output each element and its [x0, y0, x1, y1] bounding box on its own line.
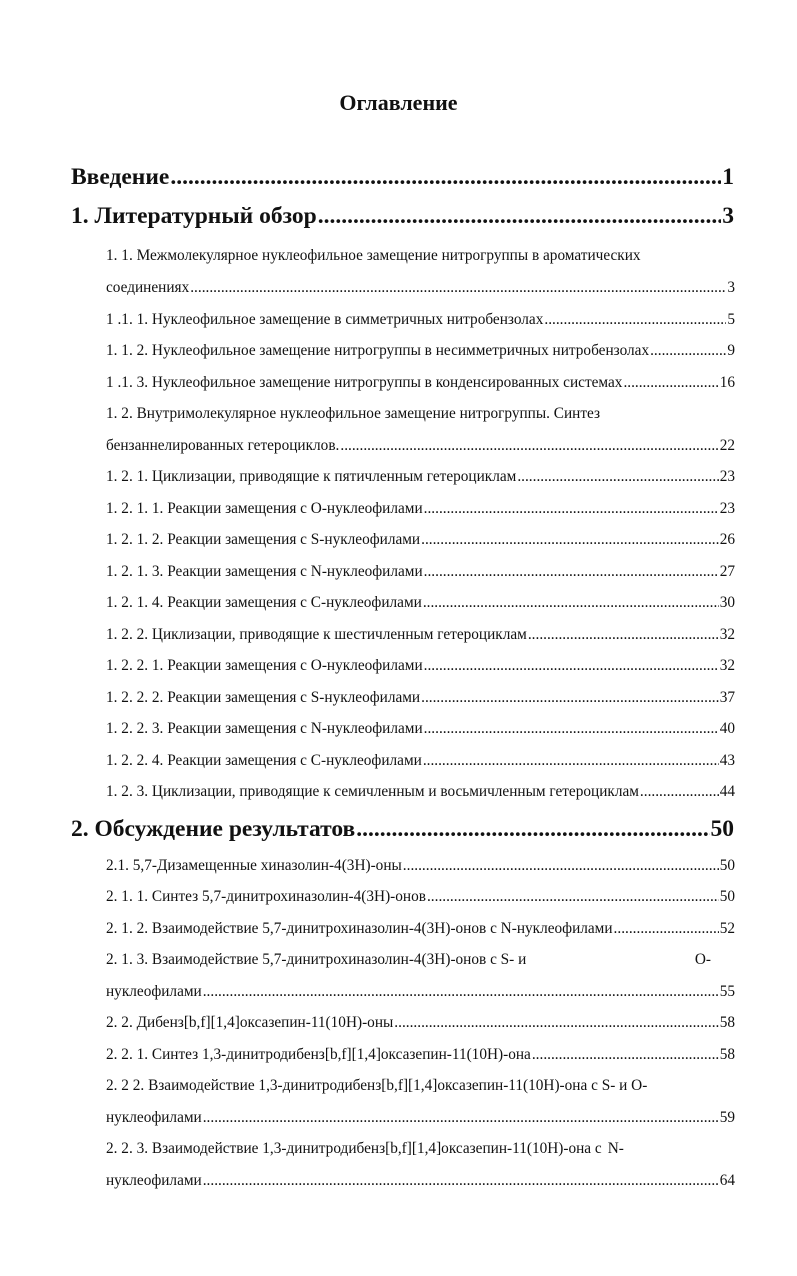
toc-entry[interactable]	[106, 1106, 735, 1130]
toc-entry-line	[106, 244, 735, 268]
toc-page-number: 3	[727, 279, 735, 296]
toc-entry[interactable]	[106, 885, 735, 909]
toc-leader-dots	[424, 497, 719, 521]
toc-page-number: 50	[710, 816, 734, 842]
toc-entry-line	[106, 402, 735, 426]
toc-leader-dots	[517, 465, 718, 489]
toc-page-number: 27	[719, 563, 735, 580]
toc-page-number: 32	[719, 626, 735, 643]
toc-page-number: 58	[719, 1014, 735, 1031]
toc-page-number: 30	[719, 594, 735, 611]
toc-entry-label-end: О-	[694, 951, 711, 968]
toc-leader-dots	[318, 199, 722, 233]
toc-leader-dots	[203, 980, 719, 1004]
toc-page-number: 3	[722, 203, 734, 229]
toc-entry-line	[106, 1074, 735, 1098]
toc-entry-label: бензаннелированных гетероциклов.	[106, 437, 340, 454]
toc-entry[interactable]	[106, 854, 735, 878]
toc-entry[interactable]	[106, 780, 735, 804]
toc-entry-label: 1. 2. 1. 3. Реакции замещения с N-нуклеофилами	[106, 563, 423, 580]
toc-entry-label: 2. 1. 3. Взаимодействие 5,7-динитрохиназолин-4(3H)-онов с S- и	[106, 951, 527, 968]
toc-page-number: 40	[719, 720, 735, 737]
toc-entry[interactable]	[106, 1169, 735, 1193]
toc-leader-dots	[532, 1043, 719, 1067]
toc-leader-dots	[421, 528, 719, 552]
toc-entry-label: 1 .1. 1. Нуклеофильное замещение в симметричных нитробензолах	[106, 311, 544, 328]
toc-entry-label-end: N-	[607, 1140, 624, 1157]
toc-page-number: 9	[727, 342, 735, 359]
toc-page-number: 22	[719, 437, 735, 454]
toc-entry-label: 2. 1. 1. Синтез 5,7-динитрохиназолин-4(3H)-онов	[106, 888, 426, 905]
toc-entry[interactable]	[71, 199, 734, 233]
toc-page-number: 58	[719, 1046, 735, 1063]
toc-leader-dots	[394, 1011, 718, 1035]
toc-entry-label: 2. 1. 2. Взаимодействие 5,7-динитрохиназолин-4(3H)-онов с N-нуклеофилами	[106, 920, 613, 937]
toc-leader-dots	[614, 917, 719, 941]
toc-entry[interactable]	[106, 1011, 735, 1035]
toc-entry[interactable]	[106, 497, 735, 521]
toc-leader-dots	[403, 854, 719, 878]
toc-page-number: 44	[719, 783, 735, 800]
toc-leader-dots	[427, 885, 719, 909]
toc-entry-label: 2. 2 2. Взаимодействие 1,3-динитродибенз[b,f][1,4]оксазепин-11(10H)-она с S- и О-	[106, 1077, 648, 1094]
toc-entry-label: 2. 2. Дибенз[b,f][1,4]оксазепин-11(10H)-оны	[106, 1014, 394, 1031]
toc-entry-label: 1. Литературный обзор	[71, 203, 317, 229]
toc-entry[interactable]	[106, 465, 735, 489]
toc-entry-label: 2. 2. 1. Синтез 1,3-динитродибенз[b,f][1,4]оксазепин-11(10H)-она	[106, 1046, 531, 1063]
toc-leader-dots	[203, 1169, 719, 1193]
toc-page-number: 52	[719, 920, 735, 937]
toc-entry[interactable]	[106, 980, 735, 1004]
toc-leader-dots	[356, 812, 709, 846]
toc-entry[interactable]	[106, 749, 735, 773]
toc-leader-dots	[424, 560, 719, 584]
toc-page-number: 50	[719, 857, 735, 874]
toc-page-number: 43	[719, 752, 735, 769]
toc-page-number: 50	[719, 888, 735, 905]
toc-entry[interactable]	[106, 623, 735, 647]
toc-entry[interactable]	[106, 686, 735, 710]
toc-entry-line	[106, 948, 735, 972]
toc-entry-label: Введение	[71, 164, 170, 190]
toc-entry[interactable]	[106, 528, 735, 552]
toc-page-number: 26	[719, 531, 735, 548]
toc-entry-label: 1. 2. 2. Циклизации, приводящие к шестичленным гетероциклам	[106, 626, 527, 643]
toc-entry[interactable]	[106, 434, 735, 458]
toc-entry-label: 1. 2. 1. 4. Реакции замещения с С-нуклеофилами	[106, 594, 422, 611]
toc-entry-label: 2. Обсуждение результатов	[71, 816, 356, 842]
toc-leader-dots	[623, 371, 718, 395]
toc-entry[interactable]	[106, 717, 735, 741]
toc-entry[interactable]	[106, 654, 735, 678]
toc-page-number: 59	[719, 1109, 735, 1126]
toc-leader-dots	[340, 434, 718, 458]
toc-leader-dots	[650, 339, 726, 363]
toc-page-number: 23	[719, 468, 735, 485]
toc-entry-label: 1. 2. Внутримолекулярное нуклеофильное замещение нитрогруппы. Синтез	[106, 405, 601, 422]
toc-leader-dots	[421, 686, 719, 710]
toc-entry-label: 1. 2. 1. 2. Реакции замещения с S-нуклеофилами	[106, 531, 421, 548]
toc-entry-label: нуклеофилами	[106, 983, 202, 1000]
toc-entry[interactable]	[106, 591, 735, 615]
toc-leader-dots	[424, 654, 719, 678]
toc-entry-label: 2. 2. 3. Взаимодействие 1,3-динитродибенз[b,f][1,4]оксазепин-11(10H)-она с	[106, 1140, 602, 1157]
toc-entry-label: 1. 2. 2. 1. Реакции замещения с О-нуклеофилами	[106, 657, 423, 674]
toc-page-number: 32	[719, 657, 735, 674]
toc-leader-dots	[528, 623, 719, 647]
toc-entry-label: 1. 1. 2. Нуклеофильное замещение нитрогруппы в несимметричных нитробензолах	[106, 342, 650, 359]
toc-page-number: 5	[727, 311, 735, 328]
toc-page-number: 55	[719, 983, 735, 1000]
toc-page-number: 16	[719, 374, 735, 391]
toc-entry-label: соединениях	[106, 279, 190, 296]
toc-entry-label: 1. 2. 2. 4. Реакции замещения с С-нуклеофилами	[106, 752, 422, 769]
toc-entry-label: 1 .1. 3. Нуклеофильное замещение нитрогруппы в конденсированных системах	[106, 374, 623, 391]
toc-leader-dots	[190, 276, 726, 300]
toc-entry-label: 1. 2. 2. 3. Реакции замещения с N-нуклеофилами	[106, 720, 423, 737]
toc-entry[interactable]	[71, 812, 734, 846]
toc-entry[interactable]	[106, 917, 735, 941]
toc-leader-dots	[423, 749, 719, 773]
toc-entry[interactable]	[71, 160, 734, 194]
toc-entry-label: нуклеофилами	[106, 1109, 202, 1126]
toc-entry[interactable]	[106, 560, 735, 584]
toc-entry[interactable]	[106, 308, 735, 332]
toc-entry-label: 1. 2. 1. 1. Реакции замещения с О-нуклеофилами	[106, 500, 423, 517]
toc-entry[interactable]	[106, 276, 735, 300]
toc-leader-dots	[203, 1106, 719, 1130]
toc-leader-dots	[423, 591, 719, 615]
toc-entry-label: 1. 2. 2. 2. Реакции замещения с S-нуклеофилами	[106, 689, 421, 706]
toc-entry-label: нуклеофилами	[106, 1172, 202, 1189]
toc-page-number: 64	[719, 1172, 735, 1189]
toc-leader-dots	[640, 780, 719, 804]
toc-entry[interactable]	[106, 339, 735, 363]
page-title: Оглавление	[339, 90, 458, 115]
toc-entry-label: 1. 1. Межмолекулярное нуклеофильное замещение нитрогруппы в ароматических	[106, 247, 641, 264]
toc-leader-dots	[170, 160, 721, 194]
toc-page-number: 37	[719, 689, 735, 706]
toc-entry[interactable]	[106, 1043, 735, 1067]
toc-entry-label: 2.1. 5,7-Дизамещенные хиназолин-4(3H)-оны	[106, 857, 402, 874]
toc-entry[interactable]	[106, 371, 735, 395]
toc-entry-label: 1. 2. 3. Циклизации, приводящие к семичленным и восьмичленным гетероциклам	[106, 783, 639, 800]
toc-page-number: 1	[722, 164, 734, 190]
toc-leader-dots	[424, 717, 719, 741]
toc-page-number: 23	[719, 500, 735, 517]
toc-leader-dots	[544, 308, 726, 332]
toc-entry-label: 1. 2. 1. Циклизации, приводящие к пятичленным гетероциклам	[106, 468, 517, 485]
toc-entry-line	[106, 1137, 735, 1161]
